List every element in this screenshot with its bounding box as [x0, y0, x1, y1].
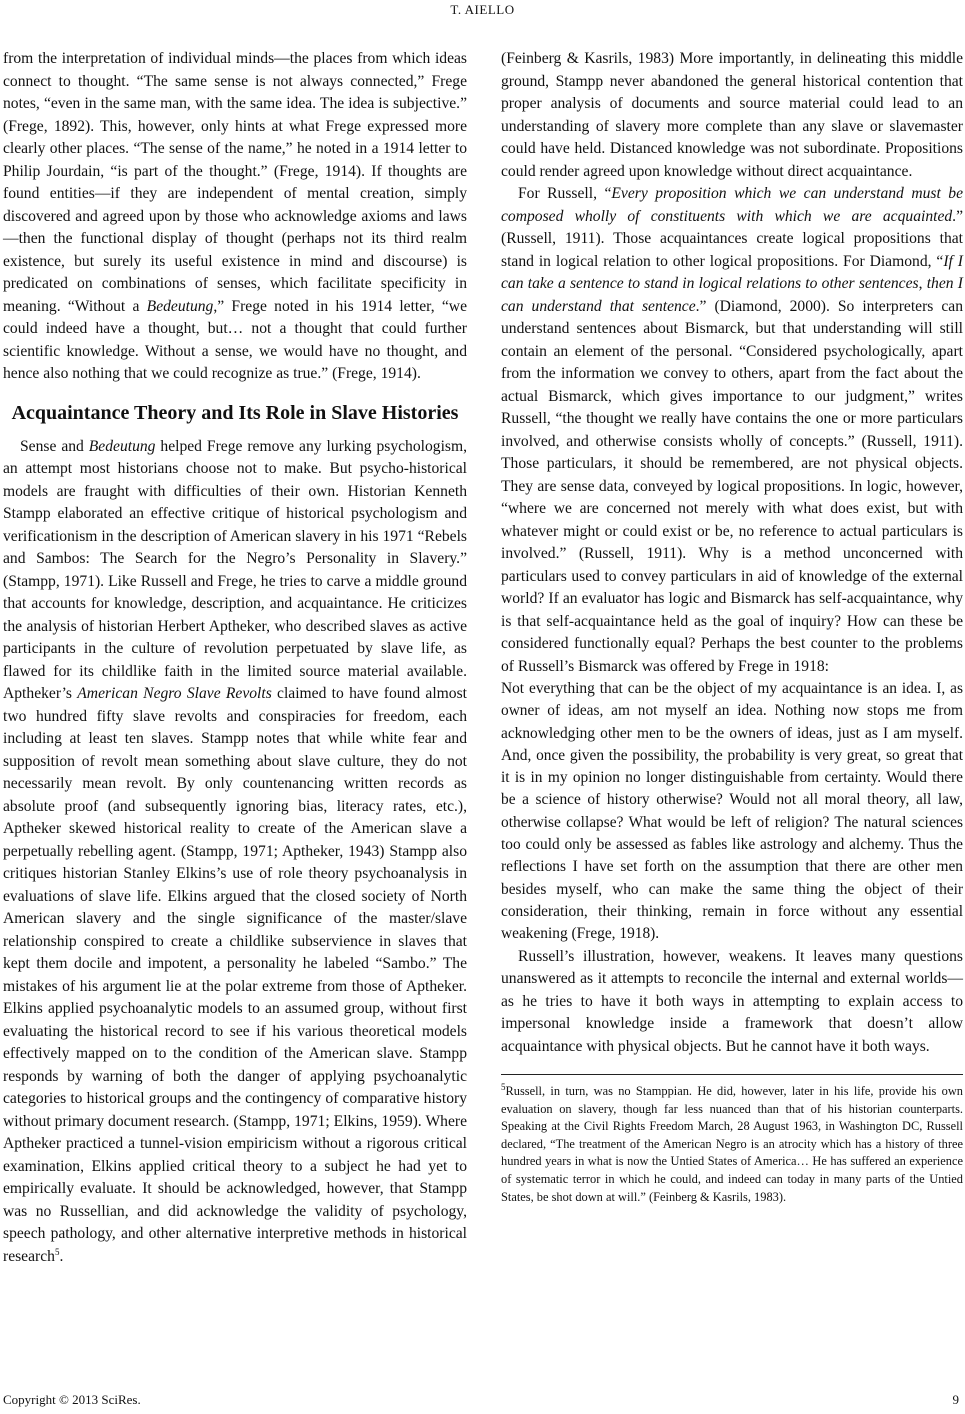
italic-text: Every proposition which we can understand must be composed wholly of constituents with which we are acquainted	[501, 185, 964, 225]
paragraph: Russell’s illustration, however, weakens. It leaves many questions unanswered as it attempts to reconcile the internal and external worlds—as he tries to have it both ways in attempting to explain access to impersonal knowledge inside a framework that doesn’t allow acquaintance with physical objects. But he cannot have it both ways.	[501, 947, 963, 1055]
copyright-notice: Copyright © 2013 SciRes.	[3, 1392, 141, 1407]
right-column	[501, 48, 963, 1206]
footnote: $^5$Russell, in turn, was no Stamppian. He did, however, later in his life, provide his own evaluation on slavery, though far less nuanced than that of his historian counterparts. Speaking at the Civil Rights Freedom March, 28 August 1963, in Washington DC, Russell declared, “The treatment of the American Negro is an atrocity which has a history of three hundred years in what is now the Untied States of America… He has suffered an experience of systematic terror in which he could, and indeed can today in many parts of the Untied States, be shot down at will.” (Feinberg & Kasrils, 1983).	[501, 1081, 963, 1204]
page-number: 9	[952, 1392, 959, 1407]
block-quote: Not everything that can be the object of my acquaintance is an idea. I, as owner of ideas, am not myself an idea. Nothing now stops me from acknowledging other men to be the owners of ideas, just as I am myself. And, once given the possibility, the probability is very great, so great that it is in my opinion no longer distinguishable from certainty. Would there be a science of history otherwise? Would not all moral theory, all law, otherwise collapse? What would be left of religion? The natural sciences too could only be assessed as fables like astrology and alchemy. Thus the reflections I have set forth on the assumption that there are other men besides myself, who can make the same thing the object of their consideration, their thinking, remain in force without any essential weakening (Frege, 1918).	[501, 680, 963, 943]
footnote-rule	[501, 1074, 963, 1075]
section-heading: Acquaintance Theory and Its Role in Slave Histories	[11, 401, 459, 424]
footnote-marker: 5	[501, 1081, 506, 1092]
paragraph: Sense and Bedeutung helped Frege remove any lurking psychologism, an attempt most historians choose not to make. But psycho-historical models are fraught with difficulties of their own. Historian Kenneth Stampp elaborated an effective critique of historical psychologism and verificationism in the description of American slavery in his 1971 “Rebels and Sambos: The Search for the Negro’s Personality in Slavery.” (Stampp, 1971). Like Russell and Frege, he tries to carve a middle ground that accounts for knowledge, description, and acquaintance. He criticizes the analysis of historian Herbert Aptheker, who described slaves as active participants in the culture of revolution perpetuated by slave life, as flawed for its childlike faith in the limited source material available. Aptheker’s American Negro Slave Revolts claimed to have found almost two hundred fifty slave revolts and conspiracies for freedom, each including at least ten slaves. Stampp notes that while white fear and supposition of revolt mean something about slave culture, they do not necessarily mean revolt. By only countenancing written records as absolute proof (and subsequently ignoring bias, literacy rates, etc.), Aptheker skewed historical reality to create of the American slave a perpetually rebelling agent. (Stampp, 1971; Aptheker, 1943) Stampp also critiques historian Stanley Elkins’s use of role theory psychoanalysis in evaluations of slave life. Elkins argued that the closed society of North American slavery and the single significance of the master/slave relationship conspired to create a childlike subservience in slaves that kept them docile and impotent, a personality he labeled “Sambo.” The mistakes of his argument lie at the polar extreme from those of Aptheker. Elkins applied psychoanalytic models to an assumed group, without first evaluating the historical record to see if his various theoretical models effectively mapped on to the condition of the American slave. Stampp responds by warning of both the danger of applying psychoanalytic categories to historical groups and the contingency of comparative history without primary document research. (Stampp, 1971; Elkins, 1959). Where Aptheker practiced a tunnel-vision empiricism without a rigorous critical examination, Elkins applied critical theory to a subject he had yet to empirically evaluate. It should be acknowledged, however, that Stampp was no Russellian, and did acknowledge the validity of psychology, speech pathology, and other alternative interpretive methods in historical research$^5$.	[3, 437, 468, 1265]
italic-text: then I can understand that sentence	[501, 275, 963, 315]
italic-text: Bedeutung	[146, 297, 214, 315]
left-column	[3, 48, 467, 1268]
paragraph: from the interpretation of individual minds—the places from which ideas connect to thought. “The same sense is not always connected,” Frege notes, “even in the same man, with the same idea. The idea is subjective.” (Frege, 1892). This, however, only hints at what Frege expressed more clearly other places. “The sense of the name,” he noted in a 1914 letter to Philip Jourdain, “is part of the thought.” (Frege, 1914). If thoughts are found entities—if they are independent of mental creation, simply discovered and agreed upon by those who acknowledge axioms and laws—then the functional display of thought (perhaps not its third realm existence, but surely its useful existence in mind and discourse) is predicated on combinations of senses, which facilitate specificity in meaning. “Without a Bedeutung,” Frege noted in his 1914 letter, “we could indeed have a thought, but… not a thought that could further scientific knowledge. Without a sense, we would have no thought, and hence also nothing that we could recognize as true.” (Frege, 1914).	[3, 50, 467, 382]
italic-text: If I can take a sentence to stand in logical relations to other sentences	[501, 252, 963, 292]
paragraph: (Feinberg & Kasrils, 1983) More importantly, in delineating this middle ground, Stampp never abandoned the general historical contention that proper analysis of documents and source material could lead to an understanding of slavery more complete than any slave or slavemaster could have held. Distanced knowledge was not subordinate. Propositions could render agreed upon knowledge without direct acquaintance.	[501, 50, 963, 180]
running-head: T. AIELLO	[450, 2, 515, 17]
footnote-marker: 5	[54, 1246, 60, 1257]
italic-text: Bedeutung	[88, 437, 156, 455]
italic-text: American Negro Slave Revolts	[77, 685, 272, 702]
paragraph: For Russell, “Every proposition which we can understand must be composed wholly of constituents with which we are acquainted.” (Russell, 1911). Those acquaintances create logical propositions that stand in logical relation to other logical propositions. For Diamond, “If I can take a sentence to stand in logical relations to other sentences, then I can understand that sentence.” (Diamond, 2000). So interpreters can understand sentences about Bismarck, but that understanding will still contain an element of the personal. “Considered psychologically, apart from the information we convey to others, apart from the fact about the actual Bismarck, which gives importance to our judgment,” writes Russell, “the thought we really have contains the one or more particulars involved, and otherwise consists wholly of concepts.” (Russell, 1911). Those particulars, it should be remembered, are not physical objects. They are sense data, conveyed by logical propositions. In logic, however, “where we are concerned not merely with what does exist, but with whatever might or could exist or be, no reference to actual particulars is involved.” (Russell, 1911). Why is a method unconcerned with particulars used to convey particulars in aid of knowledge of the external world? If an evaluator has logic and Bismarck has self-acquaintance, why is that self-acquaintance held as the goal of inquiry? How can these be considered functionally equal? Perhaps the best counter to the problems of Russell’s Bismarck was offered by Frege in 1918:	[501, 185, 964, 675]
